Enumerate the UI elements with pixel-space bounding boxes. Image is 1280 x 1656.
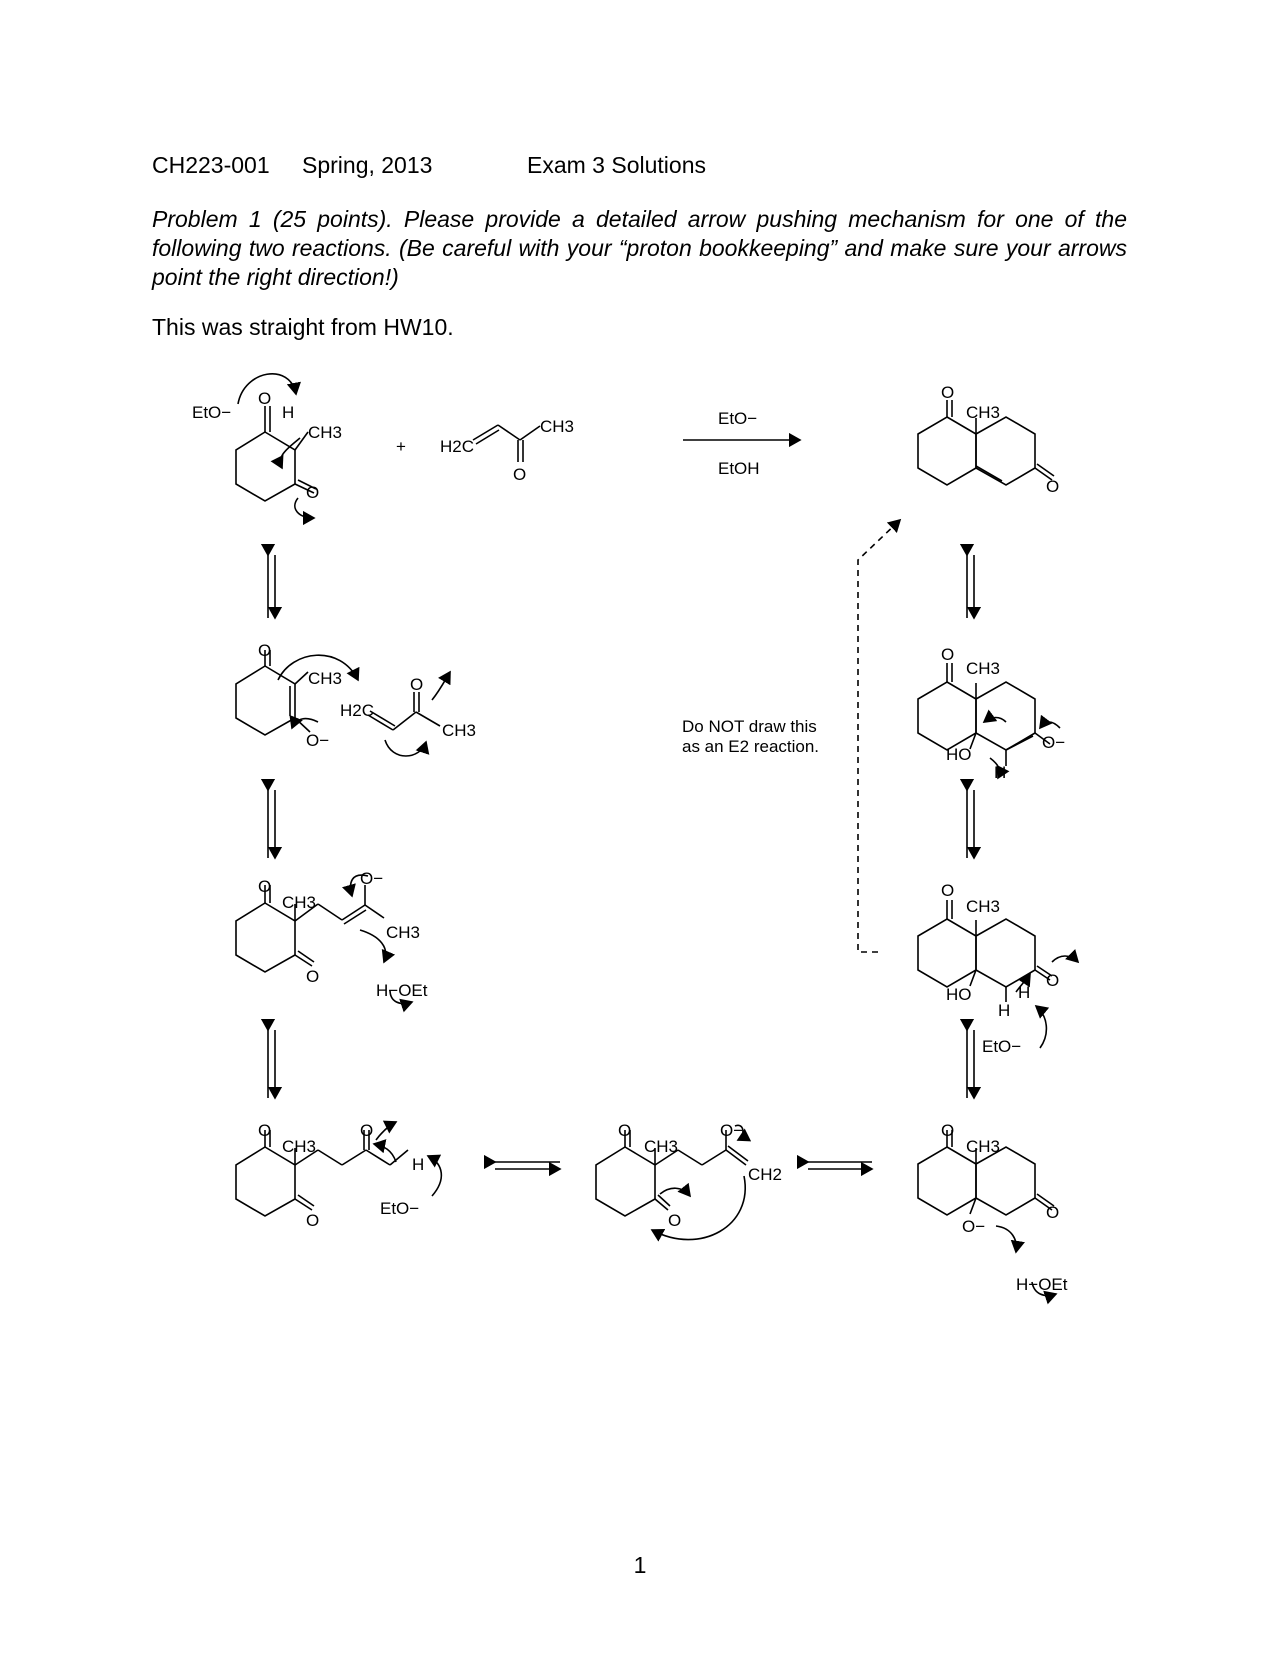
warning-line-1: Do NOT draw this bbox=[682, 717, 817, 736]
ch3-label-10: CH3 bbox=[282, 1137, 317, 1156]
h-oet-label-1: H−OEt bbox=[376, 981, 428, 1000]
o-label-16: O bbox=[618, 1121, 632, 1140]
ch3-label-4: CH3 bbox=[308, 669, 343, 688]
o-minus-label-5: O− bbox=[962, 1217, 986, 1236]
equilibrium-right-1 bbox=[967, 555, 974, 618]
h-label-5: H bbox=[412, 1155, 425, 1174]
exam-title: Exam 3 Solutions bbox=[527, 152, 706, 178]
h2c-label-1: H2C bbox=[440, 437, 475, 456]
ho-label-2: HO bbox=[946, 985, 972, 1004]
o-minus-label-3: O− bbox=[360, 869, 384, 888]
ch3-label-3: CH3 bbox=[966, 403, 1001, 422]
h-label-3: H bbox=[998, 1001, 1011, 1020]
h2c-label-2: H2C bbox=[340, 701, 375, 720]
o-label-5: O bbox=[1046, 477, 1060, 496]
equilibrium-left-2 bbox=[268, 790, 275, 858]
o-label-2: O bbox=[306, 483, 320, 502]
ch3-label-8: CH3 bbox=[386, 923, 421, 942]
problem-statement: Problem 1 (25 points). Please provide a detailed arrow pushing mechanism for one of the following two reactions. (Be careful with your “proton bookkeeping” and make sure your arrows point the right direction!) bbox=[152, 206, 1127, 290]
cyclohexanedione-start bbox=[236, 406, 316, 501]
o-label-17: O bbox=[668, 1211, 682, 1230]
o-label-1: O bbox=[258, 389, 272, 408]
h-oet-label-2: H−OEt bbox=[1016, 1275, 1068, 1294]
course-code: CH223-001 bbox=[152, 152, 270, 178]
ch3-label-7: CH3 bbox=[282, 893, 317, 912]
ch3-label-11: CH3 bbox=[644, 1137, 679, 1156]
warning-line-2: as an E2 reaction. bbox=[682, 737, 820, 756]
ch3-label-9: CH3 bbox=[966, 897, 1001, 916]
ch3-label-5: CH3 bbox=[442, 721, 477, 740]
ch3-label-6: CH3 bbox=[966, 659, 1001, 678]
o-label-6: O bbox=[258, 641, 272, 660]
h-label-1: H bbox=[282, 403, 295, 422]
reagent-eto: EtO− bbox=[718, 409, 758, 428]
o-label-9: O bbox=[258, 877, 272, 896]
h-label-4: H bbox=[1018, 983, 1031, 1002]
o-label-8: O bbox=[941, 645, 955, 664]
o-label-14: O bbox=[306, 1211, 320, 1230]
o-label-19: O bbox=[1046, 1203, 1060, 1222]
ch3-label-1: CH3 bbox=[308, 423, 343, 442]
ch3-label-12: CH3 bbox=[966, 1137, 1001, 1156]
o-label-7: O bbox=[410, 675, 424, 694]
ch2-label: CH2 bbox=[748, 1165, 783, 1184]
o-label-3: O bbox=[513, 465, 527, 484]
o-label-15: O bbox=[360, 1121, 374, 1140]
equilibrium-bottom-1 bbox=[495, 1162, 560, 1169]
o-label-12: O bbox=[1046, 971, 1060, 990]
o-label-13: O bbox=[258, 1121, 272, 1140]
eto-label-3: EtO− bbox=[380, 1199, 420, 1218]
page-number: 1 bbox=[633, 1552, 647, 1578]
o-label-11: O bbox=[941, 881, 955, 900]
solution-note: This was straight from HW10. bbox=[152, 314, 454, 340]
equilibrium-left-1 bbox=[268, 555, 275, 618]
equilibrium-right-3 bbox=[967, 1030, 974, 1098]
o-minus-label-2: O− bbox=[1042, 733, 1066, 752]
eto-label-2: EtO− bbox=[982, 1037, 1022, 1056]
plus-sign: + bbox=[396, 437, 406, 456]
ho-label-1: HO bbox=[946, 745, 972, 764]
o-label-10: O bbox=[306, 967, 320, 986]
reagent-etoh: EtOH bbox=[718, 459, 760, 478]
h-label-2: H bbox=[994, 763, 1007, 782]
o-label-18: O bbox=[941, 1121, 955, 1140]
o-minus-label-4: O− bbox=[720, 1121, 744, 1140]
o-label-4: O bbox=[941, 383, 955, 402]
term: Spring, 2013 bbox=[302, 152, 433, 178]
eto-label-1: EtO− bbox=[192, 403, 232, 422]
o-minus-label-1: O− bbox=[306, 731, 330, 750]
equilibrium-left-3 bbox=[268, 1030, 275, 1098]
equilibrium-bottom-2 bbox=[808, 1162, 872, 1169]
equilibrium-right-2 bbox=[967, 790, 974, 858]
ch3-label-2: CH3 bbox=[540, 417, 575, 436]
methyl-vinyl-ketone-start bbox=[473, 425, 540, 462]
e1cb-enolate bbox=[918, 663, 1050, 766]
